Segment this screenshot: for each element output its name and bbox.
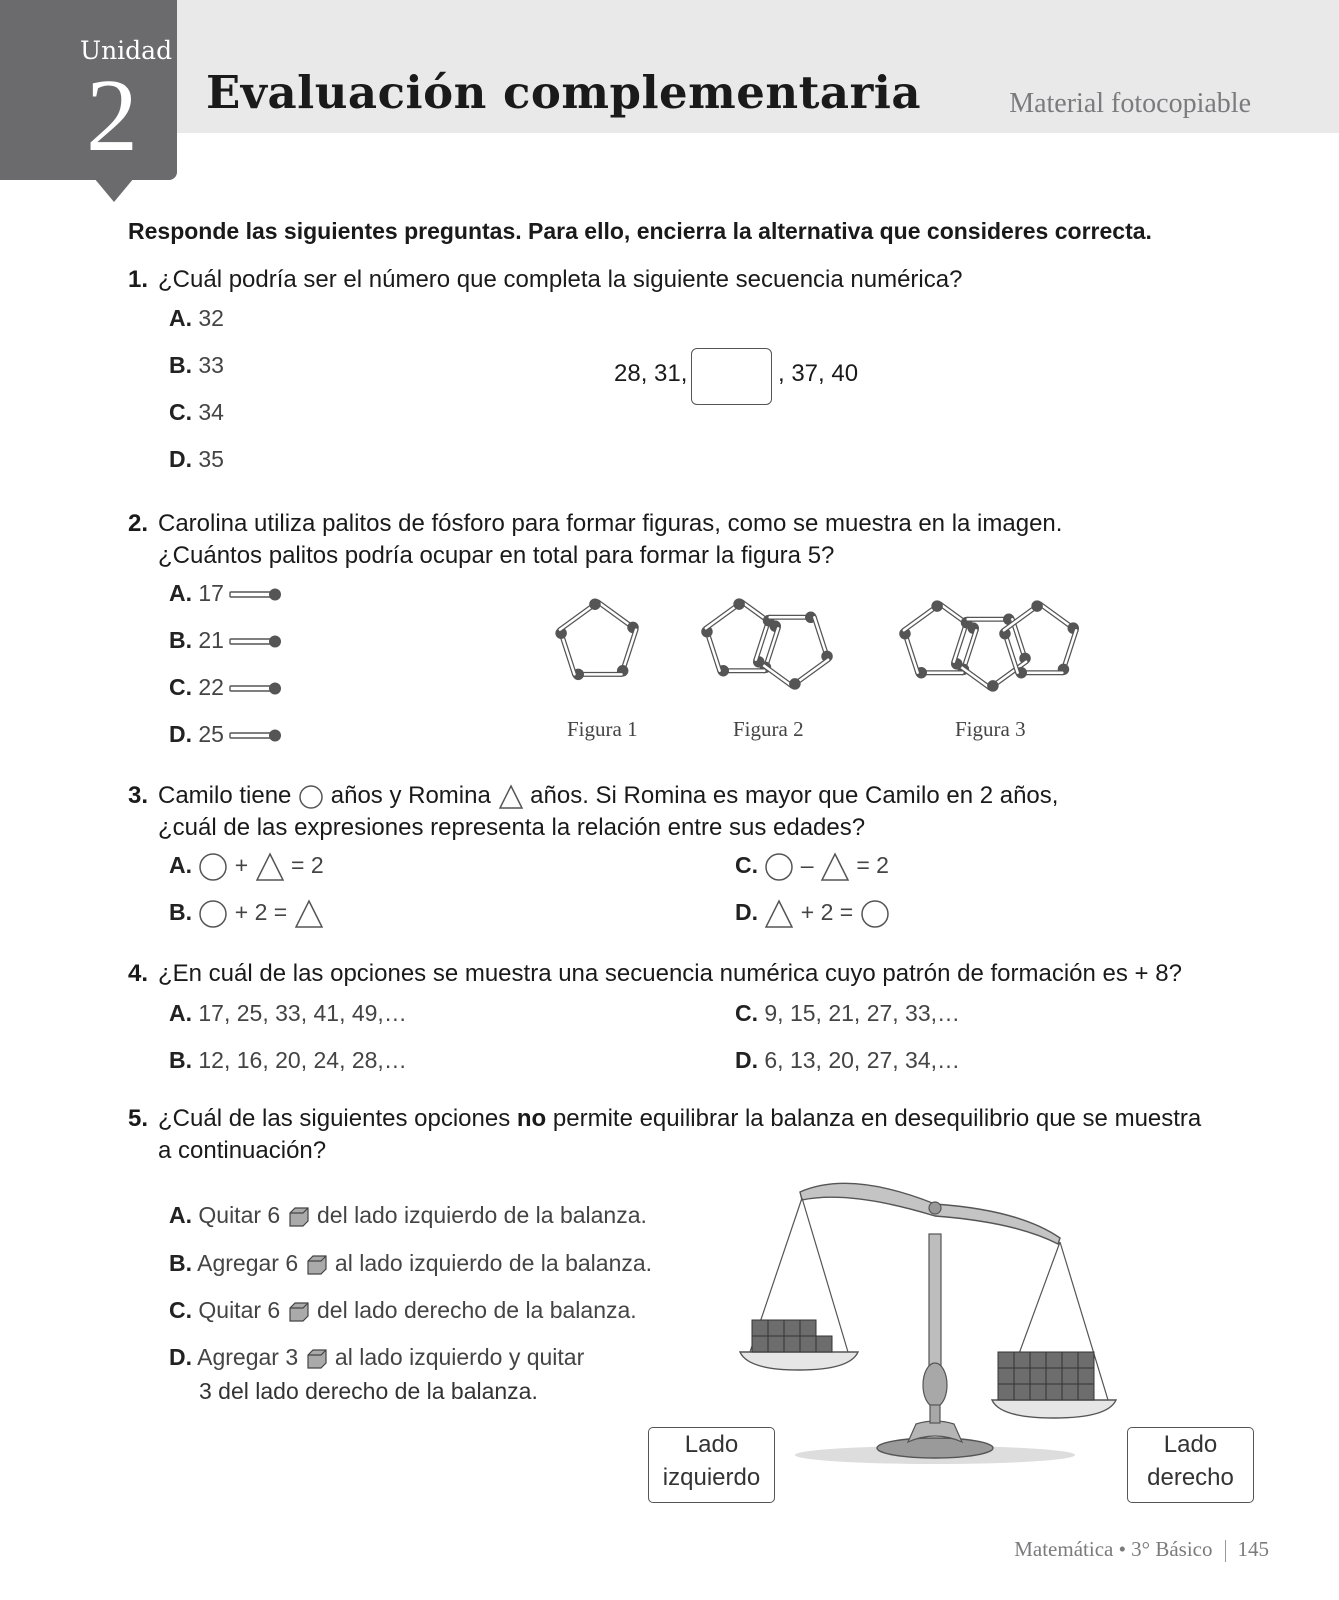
- left-side-label-line1: Lado: [684, 1431, 739, 1458]
- option-value: 25: [198, 721, 224, 747]
- option-letter: A.: [169, 1000, 192, 1026]
- match-head: [590, 599, 600, 609]
- match-head: [1032, 601, 1042, 611]
- match-icon: [229, 681, 285, 695]
- question-text: ¿Cuál podría ser el número que completa la siguiente secuencia numérica?: [158, 266, 963, 293]
- option-letter: C.: [735, 852, 758, 879]
- q3-option-a[interactable]: [169, 852, 324, 882]
- cube-icon: [287, 1300, 311, 1324]
- cube-block: [1062, 1384, 1078, 1400]
- match-head: [932, 601, 942, 611]
- q1-option-d[interactable]: [169, 446, 224, 473]
- option-letter: A.: [169, 305, 192, 331]
- cube-block: [1078, 1352, 1094, 1368]
- option-letter: A.: [169, 1202, 192, 1228]
- unit-number: 2: [86, 58, 138, 173]
- instructions: Responde las siguientes preguntas. Para ello, encierra la alternativa que consideres correcta.: [128, 218, 1152, 244]
- q1-option-b[interactable]: [169, 352, 224, 379]
- circle-icon: [860, 899, 890, 929]
- cube-icon: [305, 1253, 329, 1277]
- sequence-start: 28, 31,: [614, 360, 688, 387]
- option-operator: +: [234, 852, 249, 879]
- option-value: 34: [198, 399, 224, 425]
- match-icon: [229, 587, 285, 601]
- cube-block: [752, 1336, 768, 1352]
- right-side-label-line2: derecho: [1147, 1464, 1234, 1491]
- question-text: permite equilibrar la balanza en desequilibrio que se muestra: [552, 1105, 1202, 1132]
- right-side-label: [1127, 1427, 1254, 1503]
- cube-block: [1046, 1352, 1062, 1368]
- question-5: [128, 1103, 1201, 1167]
- question-text: años y Romina: [330, 782, 491, 809]
- circle-icon: [764, 852, 794, 882]
- triangle-icon: [498, 784, 524, 810]
- cube-block: [1030, 1368, 1046, 1384]
- option-value: 17, 25, 33, 41, 49,…: [198, 1000, 407, 1026]
- option-letter: B.: [169, 1047, 192, 1073]
- question-number: 1.: [128, 266, 149, 293]
- q4-option-b[interactable]: [169, 1047, 407, 1074]
- option-letter: D.: [735, 899, 758, 926]
- option-value: 17: [198, 580, 224, 606]
- page-tag: Material fotocopiable: [1009, 88, 1251, 119]
- cube-block: [998, 1368, 1014, 1384]
- cube-block: [1046, 1368, 1062, 1384]
- cube-block: [1030, 1352, 1046, 1368]
- left-side-label-line2: izquierdo: [662, 1464, 761, 1491]
- matchstick-figures: [540, 590, 1120, 715]
- cube-icon: [305, 1347, 329, 1371]
- cube-block: [784, 1336, 800, 1352]
- page-footer: [1014, 1537, 1269, 1562]
- question-text: años. Si Romina es mayor que Camilo en 2 años,: [530, 782, 1059, 809]
- option-letter: C.: [169, 674, 192, 700]
- question-number: 5.: [128, 1105, 149, 1132]
- option-letter: B.: [169, 899, 192, 926]
- unit-label: Unidad: [80, 36, 173, 65]
- option-value: 33: [198, 352, 224, 378]
- question-1: [128, 264, 962, 296]
- circle-icon: [198, 852, 228, 882]
- option-value: 12, 16, 20, 24, 28,…: [198, 1047, 407, 1073]
- option-letter: C.: [169, 1297, 192, 1323]
- option-letter: B.: [169, 1250, 192, 1276]
- cube-block: [768, 1336, 784, 1352]
- cube-block: [800, 1336, 816, 1352]
- option-value: 32: [198, 305, 224, 331]
- balance-scale-illustration: [730, 1180, 1130, 1480]
- match-icon: [229, 728, 285, 742]
- left-side-label: [648, 1427, 775, 1503]
- question-text: ¿Cuál de las siguientes opciones: [158, 1105, 511, 1132]
- option-letter: C.: [735, 1000, 758, 1026]
- figure-3-caption: Figura 3: [955, 717, 1026, 741]
- cube-block: [784, 1320, 800, 1336]
- question-text: Camilo tiene: [158, 782, 292, 809]
- cube-block: [1046, 1384, 1062, 1400]
- cube-block: [1014, 1352, 1030, 1368]
- question-text-line2: ¿Cuántos palitos podría ocupar en total para formar la figura 5?: [158, 542, 835, 569]
- question-text-emphasis: no: [516, 1105, 547, 1132]
- match-icon: [229, 634, 285, 648]
- q1-option-c[interactable]: [169, 399, 224, 426]
- question-text: ¿En cuál de las opciones se muestra una secuencia numérica cuyo patrón de formación es + 8?: [158, 960, 1182, 987]
- q1-option-a[interactable]: [169, 305, 224, 332]
- option-letter: B.: [169, 352, 192, 378]
- triangle-icon: [255, 852, 285, 882]
- question-text: Carolina utiliza palitos de fósforo para formar figuras, como se muestra en la imagen.: [158, 510, 1063, 537]
- q5-option-a[interactable]: [169, 1202, 647, 1229]
- circle-icon: [298, 784, 324, 810]
- footer-subject: Matemática • 3° Básico: [1014, 1537, 1213, 1561]
- option-text: del lado izquierdo de la balanza.: [317, 1202, 647, 1228]
- option-text: Quitar 6: [198, 1297, 281, 1323]
- q2-option-a[interactable]: [169, 580, 224, 607]
- q3-option-b[interactable]: [169, 899, 324, 929]
- right-side-label-line1: Lado: [1163, 1431, 1218, 1458]
- cube-block: [1078, 1368, 1094, 1384]
- match-head: [988, 681, 998, 691]
- cube-block: [1078, 1384, 1094, 1400]
- option-text: del lado derecho de la balanza.: [317, 1297, 637, 1323]
- option-text: Agregar 6: [197, 1250, 299, 1276]
- option-text: al lado izquierdo de la balanza.: [334, 1250, 653, 1276]
- cube-block: [1030, 1384, 1046, 1400]
- option-letter: B.: [169, 627, 192, 653]
- q2-option-c[interactable]: [169, 674, 224, 701]
- cube-block: [1062, 1368, 1078, 1384]
- q3-option-c[interactable]: [735, 852, 889, 882]
- question-2: [128, 508, 1062, 572]
- question-text-line2: ¿cuál de las expresiones representa la relación entre sus edades?: [158, 814, 866, 841]
- cube-block: [800, 1320, 816, 1336]
- option-text: al lado izquierdo y quitar: [334, 1344, 585, 1370]
- q4-option-d[interactable]: [735, 1047, 960, 1074]
- option-value: 21: [198, 627, 224, 653]
- figure-2-caption: Figura 2: [733, 717, 804, 741]
- question-4: [128, 958, 1182, 990]
- question-3: [128, 780, 1058, 844]
- option-letter: A.: [169, 852, 192, 879]
- option-value: 9, 15, 21, 27, 33,…: [764, 1000, 961, 1026]
- question-number: 2.: [128, 510, 149, 537]
- q4-option-a[interactable]: [169, 1000, 407, 1027]
- cube-block: [816, 1336, 832, 1352]
- triangle-icon: [820, 852, 850, 882]
- option-value: 6, 13, 20, 27, 34,…: [764, 1047, 961, 1073]
- option-letter: A.: [169, 580, 192, 606]
- option-operator: –: [800, 852, 814, 879]
- cube-block: [1062, 1352, 1078, 1368]
- cube-block: [1014, 1384, 1030, 1400]
- sequence-blank-box: [691, 348, 772, 405]
- triangle-icon: [764, 899, 794, 929]
- page-number: 145: [1237, 1537, 1269, 1561]
- q5-option-b[interactable]: [169, 1250, 652, 1277]
- option-letter: D.: [169, 721, 192, 747]
- cube-block: [768, 1320, 784, 1336]
- q5-option-d-line2: 3 del lado derecho de la balanza.: [199, 1378, 538, 1404]
- cube-block: [998, 1352, 1014, 1368]
- q2-option-b[interactable]: [169, 627, 224, 654]
- q3-option-d[interactable]: [735, 899, 890, 929]
- cube-icon: [287, 1205, 311, 1229]
- option-text: Agregar 3: [197, 1344, 299, 1370]
- question-number: 3.: [128, 782, 149, 809]
- option-text: Quitar 6: [198, 1202, 281, 1228]
- match-head: [734, 599, 744, 609]
- triangle-icon: [294, 899, 324, 929]
- q4-option-c[interactable]: [735, 1000, 960, 1027]
- option-letter: D.: [735, 1047, 758, 1073]
- question-text-line2: a continuación?: [158, 1137, 327, 1164]
- option-letter: C.: [169, 399, 192, 425]
- q2-option-d[interactable]: [169, 721, 224, 748]
- q5-option-c[interactable]: [169, 1297, 637, 1324]
- option-expression: + 2 =: [234, 899, 288, 926]
- footer-separator: [1225, 1540, 1226, 1562]
- cube-block: [752, 1320, 768, 1336]
- sequence-end: , 37, 40: [778, 360, 859, 387]
- cube-block: [998, 1384, 1014, 1400]
- unit-tab-notch: [94, 178, 134, 202]
- q5-option-d[interactable]: [169, 1344, 584, 1371]
- option-value: 35: [198, 446, 224, 472]
- option-letter: D.: [169, 1344, 192, 1370]
- page-title: Evaluación complementaria: [206, 66, 922, 119]
- question-number: 4.: [128, 960, 149, 987]
- option-letter: D.: [169, 446, 192, 472]
- circle-icon: [198, 899, 228, 929]
- match-head: [790, 679, 800, 689]
- figure-1-caption: Figura 1: [567, 717, 638, 741]
- option-value: 22: [198, 674, 224, 700]
- option-expression: + 2 =: [800, 899, 854, 926]
- option-equals: = 2: [291, 852, 324, 879]
- cube-block: [1014, 1368, 1030, 1384]
- option-equals: = 2: [856, 852, 889, 879]
